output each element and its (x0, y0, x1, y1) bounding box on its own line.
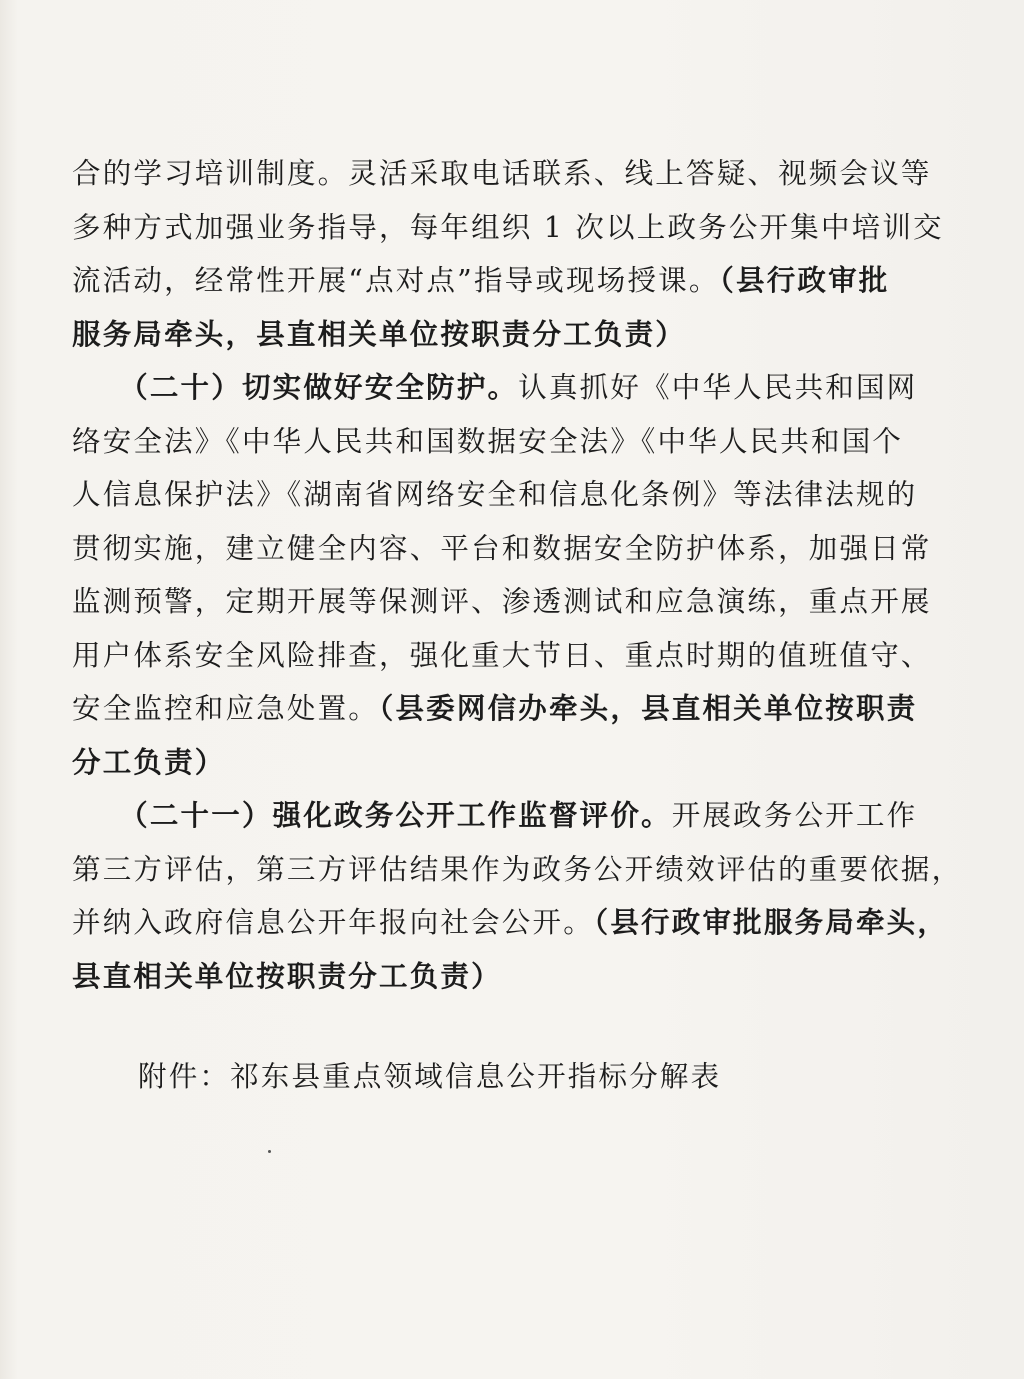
text-segment: 安全监控和应急处置。 (72, 692, 380, 725)
text-segment: 并纳入政府信息公开年报向社会公开。 (72, 906, 594, 939)
text-line: 贯彻实施，建立健全内容、平台和数据安全防护体系，加强日常 (72, 531, 932, 565)
text-line (72, 682, 918, 736)
text-line: 人信息保护法》《湖南省网络安全和信息化条例》等法律法规的 (72, 478, 918, 511)
document-body (72, 147, 963, 1003)
attachment-line (138, 1050, 721, 1104)
responsibility-note: 县直相关单位按职责分工负责） (72, 958, 502, 993)
responsibility-note: （县行政审批 (719, 263, 890, 297)
text-segment: 认真抓好《中华人民共和国网 (518, 371, 918, 404)
text-line: 监测预警，定期开展等保测评、渗透测试和应急演练，重点开展 (72, 585, 932, 618)
responsibility-note: （县委网信办牵头，县直相关单位按职责 (379, 691, 918, 725)
text-line: 用户体系安全风险排查，强化重大节日、重点时期的值班值守、 (72, 638, 932, 672)
text-line: 络安全法》《中华人民共和国数据安全法》《中华人民共和国个 (72, 424, 904, 458)
text-line: 合的学习培训制度。灵活采取电话联系、线上答疑、视频会议等 (72, 157, 932, 190)
scan-speck (268, 1150, 271, 1153)
text-segment: 开展政务公开工作 (671, 799, 918, 832)
text-line (72, 254, 912, 308)
paragraph-evaluation (72, 789, 963, 1003)
responsibility-note: 分工负责） (72, 744, 226, 779)
responsibility-note: 服务局牵头，县直相关单位按职责分工负责） (72, 316, 687, 351)
paragraph-training (72, 147, 944, 361)
text-line: 多种方式加强业务指导，每年组织 1 次以上政务公开集中培训交 (72, 210, 944, 244)
text-line (72, 789, 918, 843)
attachment-title: 祁东县重点领域信息公开指标分解表 (230, 1060, 722, 1093)
paragraph-security (72, 361, 932, 789)
section-heading: （二十）切实做好安全防护。 (133, 370, 519, 404)
section-heading: （二十一）强化政务公开工作监督评价。 (133, 798, 672, 832)
text-line: 第三方评估，第三方评估结果作为政务公开绩效评估的重要依据， (72, 852, 963, 886)
text-line (72, 896, 949, 950)
attachment-label: 附件： (138, 1060, 231, 1093)
text-line (72, 361, 918, 415)
responsibility-note: （县行政审批服务局牵头， (593, 905, 949, 939)
text-segment: 流活动，经常性开展“点对点”指导或现场授课。 (72, 264, 720, 297)
